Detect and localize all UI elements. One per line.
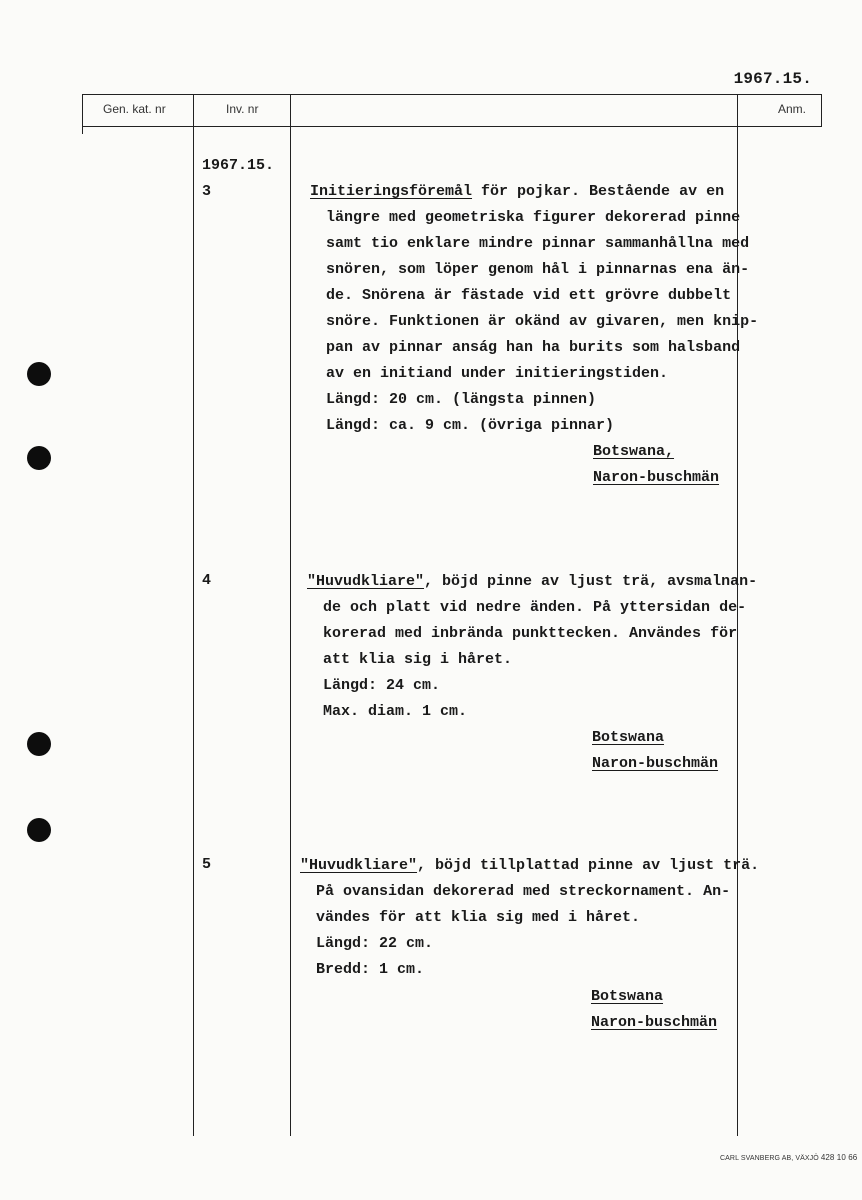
entry-text: de. Snörena är fästade vid ett grövre dubbelt: [326, 287, 732, 304]
entry-text: snören, som löper genom hål i pinnarnas ena än-: [326, 261, 750, 278]
catalog-entry: [300, 853, 759, 983]
location-people: Naron-buschmän: [591, 1014, 718, 1031]
location-country: Botswana: [592, 729, 665, 746]
inv-number: 4: [202, 572, 212, 589]
column-divider-left: [82, 94, 83, 134]
entry-text: korerad med inbrända punkttecken. Användes för: [323, 625, 738, 642]
punch-hole: [27, 362, 51, 386]
entry-text: pan av pinnar anság han ha burits som halsband: [326, 339, 741, 356]
catalog-entry: [307, 569, 757, 725]
location: [591, 984, 717, 1036]
measurement: Längd: 24 cm.: [323, 677, 441, 694]
entry-text: vändes för att klia sig med i håret.: [316, 909, 641, 926]
column-divider-inv: [290, 94, 291, 1136]
entry-title: Initieringsföremål: [310, 183, 473, 200]
measurement: Max. diam. 1 cm.: [323, 703, 468, 720]
punch-hole: [27, 732, 51, 756]
location-people: Naron-buschmän: [592, 755, 719, 772]
header-gen-kat-nr: Gen. kat. nr: [103, 102, 166, 116]
entry-text: På ovansidan dekorerad med streckornament. An-: [316, 883, 731, 900]
location: [593, 439, 719, 491]
printer-name: CARL SVANBERG AB, VÄXJÖ: [720, 1155, 819, 1162]
punch-hole: [27, 446, 51, 470]
inv-number: 3: [202, 183, 212, 200]
measurement: Längd: 20 cm. (längsta pinnen): [326, 391, 597, 408]
collection-number: 1967.15.: [202, 157, 275, 174]
page-number: 1967.15.: [733, 70, 812, 88]
catalog-entry: [310, 179, 758, 439]
punch-hole: [27, 818, 51, 842]
header-inv-nr: Inv. nr: [226, 102, 259, 116]
measurement: Längd: ca. 9 cm. (övriga pinnar): [326, 417, 615, 434]
entry-text: för pojkar. Bestående av en: [472, 183, 725, 200]
entry-text: snöre. Funktionen är okänd av givaren, men knip-: [326, 313, 759, 330]
entry-text: längre med geometriska figurer dekorerad pinne: [326, 209, 741, 226]
entry-title: "Huvudkliare": [300, 857, 418, 874]
column-divider-gen: [193, 94, 194, 1136]
form-code: 428 10 66: [820, 1153, 858, 1162]
entry-title: "Huvudkliare": [307, 573, 425, 590]
entry-text: att klia sig i håret.: [323, 651, 513, 668]
location-country: Botswana,: [593, 443, 675, 460]
location-country: Botswana: [591, 988, 664, 1005]
entry-text: av en initiand under initieringstiden.: [326, 365, 669, 382]
measurement: Bredd: 1 cm.: [316, 961, 425, 978]
entry-text: de och platt vid nedre änden. På yttersidan de-: [323, 599, 747, 616]
header-anm: Anm.: [778, 102, 807, 116]
entry-text: , böjd pinne av ljust trä, avsmalnan-: [424, 573, 758, 590]
entry-text: , böjd tillplattad pinne av ljust trä.: [417, 857, 760, 874]
printer-imprint: [720, 1153, 857, 1162]
measurement: Längd: 22 cm.: [316, 935, 434, 952]
inv-number: 5: [202, 856, 212, 873]
entry-text: samt tio enklare mindre pinnar sammanhållna med: [326, 235, 750, 252]
column-divider-right: [821, 94, 822, 126]
location: [592, 725, 718, 777]
location-people: Naron-buschmän: [593, 469, 720, 486]
